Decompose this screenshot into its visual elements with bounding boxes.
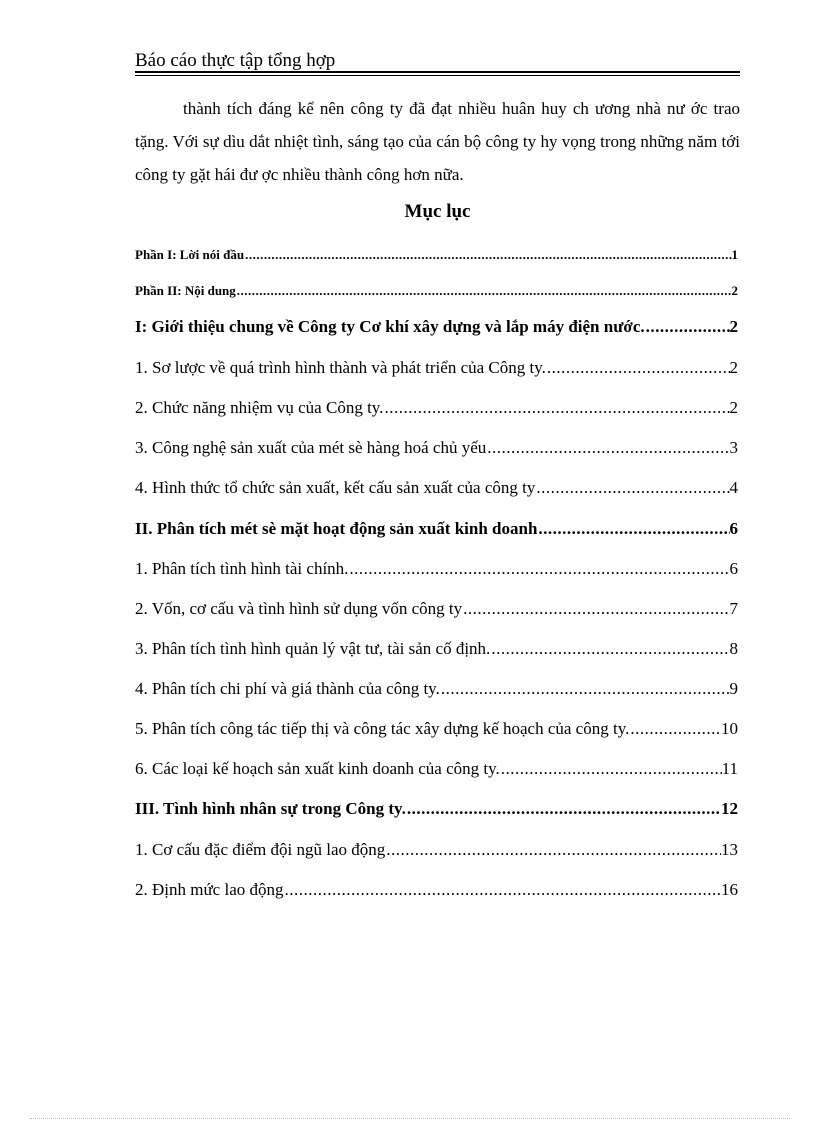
toc-page-number: 4 [729,478,738,497]
toc-leader [546,357,730,379]
toc-entry-3-2[interactable] [135,879,738,901]
toc-entry-1-2[interactable] [135,397,738,419]
toc-entry-part-1[interactable] [135,246,738,264]
toc-entry-text: I: Giới thiệu chung về Công ty Cơ khí xây dựng và lắp máy điện nước. [135,317,645,336]
toc-page-number: 16 [721,880,738,899]
toc-entry-text: 4. Hình thức tổ chức sản xuất, kết cấu sản xuất của công ty [135,478,536,497]
toc-leader [535,477,729,499]
toc-entry-text: 1. Cơ cấu đặc điểm đội ngũ lao động [135,840,386,859]
page-header [135,50,740,76]
header-rule-thick [135,71,740,73]
toc-page-number: 9 [729,679,738,698]
toc-entry-2-1[interactable] [135,558,738,580]
toc-entry-text: 5. Phân tích công tác tiếp thị và công tác xây dựng kế hoạch của công ty. [135,719,630,738]
toc-entry-text: 2. Vốn, cơ cấu và tình hình sử dụng vốn công ty [135,599,463,618]
toc-title: Mục lục [404,201,471,222]
toc-entry-text: 3. Phân tích tình hình quản lý vật tư, tài sản cố định. [135,639,491,658]
toc-entry-text: 1. Sơ lược về quá trình hình thành và phát triển của Công ty. [135,358,546,377]
toc-entry-text: 3. Công nghệ sản xuất của mét sè hàng hoá chủ yếu [135,438,487,457]
toc-page-number: 7 [729,599,738,618]
toc-entry-2-2[interactable] [135,598,738,620]
toc-entry-text: 4. Phân tích chi phí và giá thành của công ty. [135,679,440,698]
header-title: Báo cáo thực tập tổng hợp [135,50,336,71]
toc-leader [236,282,732,300]
toc-page-number: 13 [721,840,738,859]
toc-page-number: 3 [729,438,738,457]
toc-leader [383,397,729,419]
toc-leader [500,758,722,780]
toc-entry-2-3[interactable] [135,638,738,660]
toc-entry-text: 2. Định mức lao động [135,880,284,899]
toc-entry-text: Phần I: Lời nói đầu [135,247,245,262]
toc-leader [645,316,730,338]
toc-entry-2-4[interactable] [135,678,738,700]
toc-leader [629,718,721,740]
page-bottom-edge [30,1118,790,1119]
toc-entry-part-2[interactable] [135,282,738,300]
toc-page-number: 10 [721,719,738,738]
toc-entry-1-1[interactable] [135,357,738,379]
toc-page-number: 1 [731,247,738,262]
toc-leader [462,598,729,620]
header-rule-thin [135,75,740,76]
toc-page-number: 2 [729,317,738,336]
toc-leader [486,437,729,459]
toc-leader [244,246,731,264]
toc-page-number: 2 [729,358,738,377]
toc-page-number: 2 [731,283,738,298]
toc-leader [348,558,729,580]
toc-entry-1-3[interactable] [135,437,738,459]
toc-entry-section-2[interactable] [135,518,738,540]
toc-entry-section-1[interactable] [135,316,738,338]
toc-entry-3-1[interactable] [135,839,738,861]
toc-entry-2-6[interactable] [135,758,738,780]
intro-paragraph: thành tích đáng kể nên công ty đã đạt nhiều huân huy ch ương nhà nư ớc trao tặng. Với sự dìu dắt nhiệt tình, sáng tạo của cán bộ công ty hy vọng trong những năm tới công ty gặt hái đư ợc nhiều thành công hơn nữa. [135,99,740,184]
toc-entry-text: 1. Phân tích tình hình tài chính. [135,559,349,578]
toc-entry-section-3[interactable] [135,798,738,820]
toc-entry-text: Phần II: Nội dung [135,283,236,298]
toc-entry-2-5[interactable] [135,718,738,740]
toc-leader [284,879,721,901]
toc-entry-text: II. Phân tích mét sè mặt hoạt động sản xuất kinh doanh [135,519,538,538]
toc-page-number: 6 [729,559,738,578]
toc-leader [537,518,729,540]
toc-page-number: 12 [721,799,738,818]
toc-entry-text: 6. Các loại kế hoạch sản xuất kinh doanh của công ty. [135,759,500,778]
toc-leader [406,798,721,820]
toc-page-number: 8 [729,639,738,658]
toc-entry-text: 2. Chức năng nhiệm vụ của Công ty. [135,398,384,417]
toc-leader [440,678,730,700]
toc-page-number: 11 [721,759,738,778]
toc-page-number: 2 [729,398,738,417]
toc-entry-1-4[interactable] [135,477,738,499]
toc-leader [385,839,721,861]
toc-page-number: 6 [729,519,738,538]
toc-entry-text: III. Tình hình nhân sự trong Công ty. [135,799,406,818]
toc-leader [490,638,729,660]
